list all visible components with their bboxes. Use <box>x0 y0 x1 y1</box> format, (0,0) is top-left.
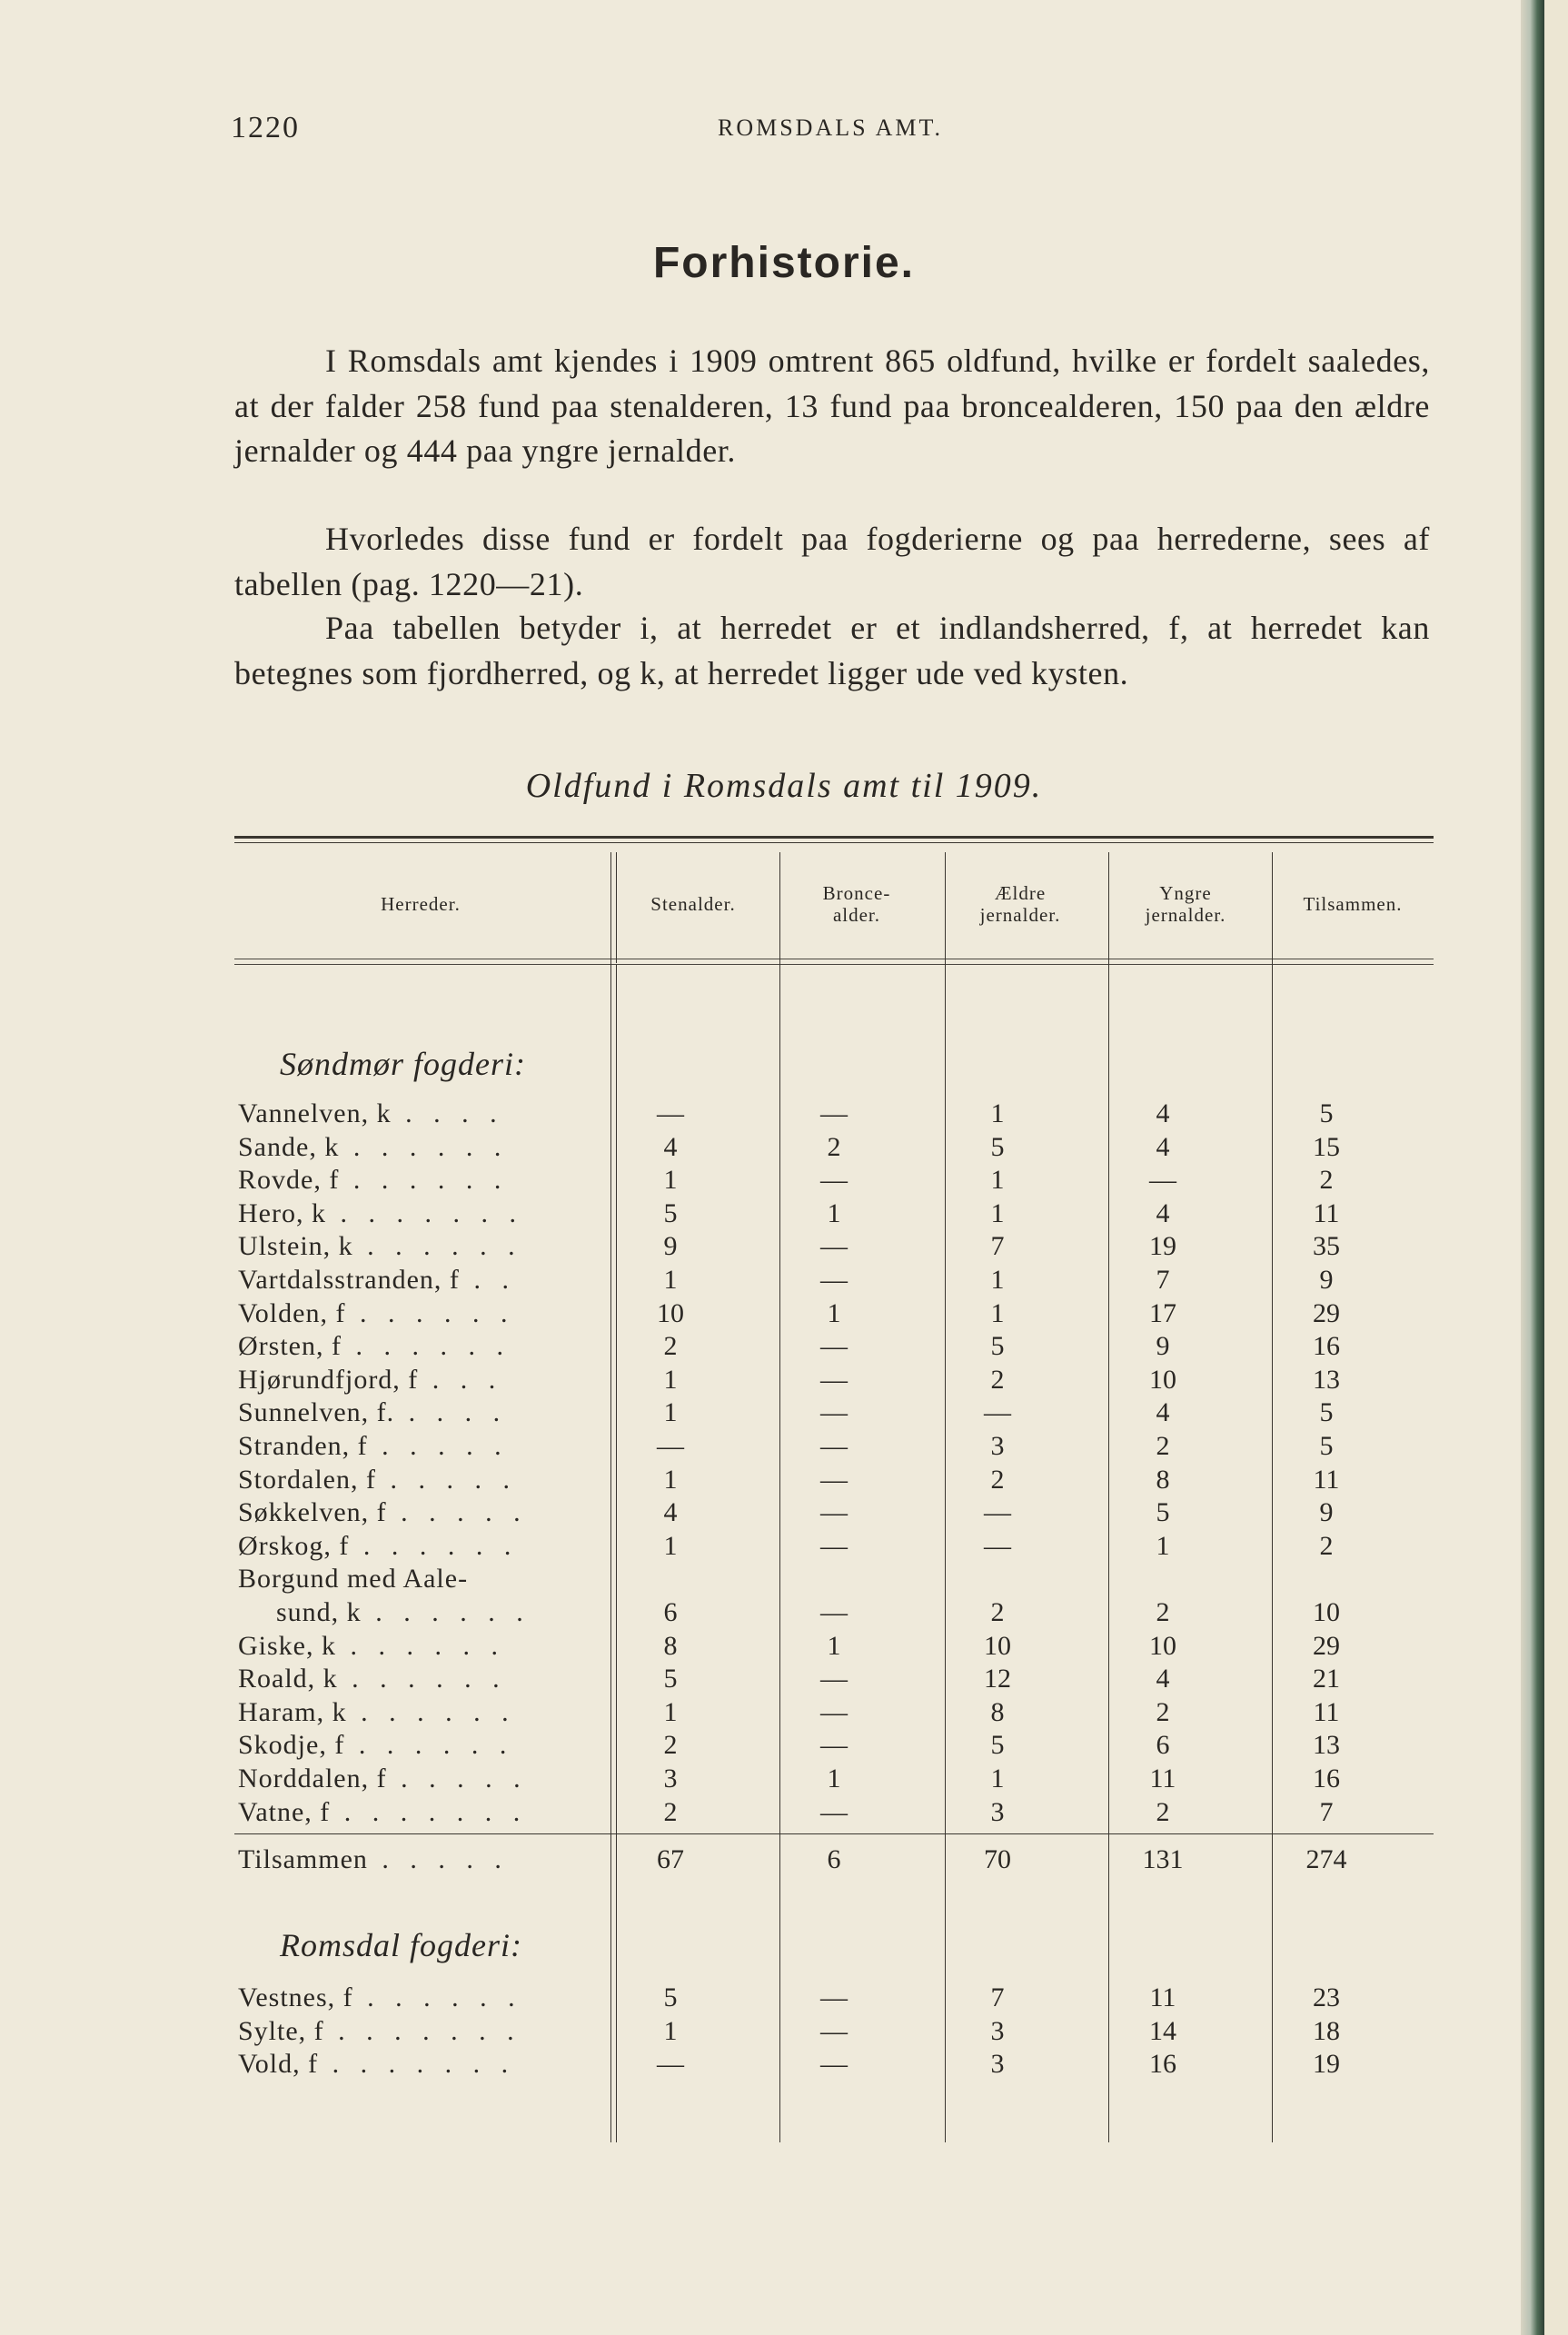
cell-value: 70 <box>984 1844 1011 1875</box>
table-row <box>234 1664 1434 1697</box>
cell-value: 3 <box>990 2049 1005 2080</box>
cell-value: 1 <box>1156 1530 1170 1561</box>
cell-value: — <box>820 1265 848 1295</box>
cell-value: 5 <box>1319 1431 1334 1461</box>
cell-value: — <box>820 1497 848 1528</box>
leader-dots: . . . . . . . <box>330 1796 528 1827</box>
cell-value: 3 <box>663 1764 678 1793</box>
cell-value: 5 <box>990 1730 1005 1761</box>
herred-label: Sunnelven, f. <box>238 1397 395 1428</box>
leader-dots: . . . . <box>391 1098 504 1128</box>
leader-dots: . . . . . <box>367 1844 509 1875</box>
leader-dots: . . . . . <box>367 1431 509 1461</box>
leader-dots: . . . . . . <box>349 1530 519 1561</box>
cell-value: 5 <box>1319 1098 1334 1128</box>
herred-label: Rovde, f <box>238 1165 340 1196</box>
cell-value: 13 <box>1313 1364 1340 1395</box>
table-row <box>234 1431 1434 1465</box>
leader-dots: . . . . . <box>386 1764 528 1793</box>
page-header <box>231 111 1430 147</box>
leader-dots: . . . . . . . <box>325 1197 523 1228</box>
cell-value: 1 <box>827 1297 841 1328</box>
herred-label: Ørskog, f <box>238 1530 350 1561</box>
paragraph-3: Paa tabellen betyder i, at herredet er et indlandsherred, f, at herredet kan betegnes som fjordherred, og k, at herredet ligger ude ved kysten. <box>234 610 1430 691</box>
cell-value: 9 <box>1156 1331 1170 1362</box>
leader-dots: . . . . . . . <box>318 2049 516 2080</box>
cell-value: 4 <box>1156 1197 1170 1228</box>
cell-value: — <box>984 1530 1011 1561</box>
leader-dots: . . . . . . <box>344 1730 514 1761</box>
cell-value: 14 <box>1149 2015 1176 2046</box>
herred-label: Stranden, f <box>238 1431 368 1461</box>
cell-value: — <box>820 1464 848 1495</box>
herred-label: Vannelven, k <box>238 1098 392 1128</box>
cell-value: 1 <box>827 1764 841 1793</box>
cell-value: 5 <box>663 1982 678 2013</box>
leader-dots: . . . . . . . <box>323 2015 521 2046</box>
herred-label: Hjørundfjord, f <box>238 1364 419 1395</box>
header-herreder: Herreder. <box>381 893 461 915</box>
cell-value: — <box>820 1397 848 1428</box>
cell-value: 23 <box>1313 1982 1340 2013</box>
cell-value: 2 <box>990 1464 1005 1495</box>
total-rule <box>234 1833 1434 1834</box>
table-row <box>234 1098 1434 1132</box>
cell-value: 1 <box>990 1165 1005 1196</box>
cell-value: — <box>657 2049 684 2080</box>
herred-name <box>238 1531 592 1562</box>
cell-value: 9 <box>1319 1497 1334 1528</box>
herred-name <box>238 1982 592 2013</box>
table-row <box>234 1165 1434 1198</box>
table-row <box>234 1298 1434 1332</box>
herred-label: Sande, k <box>238 1131 340 1162</box>
cell-value: 2 <box>1156 1431 1170 1461</box>
leader-dots: . . . . . <box>375 1464 517 1495</box>
cell-value: 10 <box>657 1297 684 1328</box>
leader-dots: . . . . . . <box>337 1664 507 1694</box>
herred-name <box>238 1298 592 1329</box>
cell-value: — <box>820 1597 848 1627</box>
cell-value: 6 <box>827 1844 841 1875</box>
cell-value: 4 <box>1156 1664 1170 1694</box>
cell-value: 10 <box>1313 1597 1340 1627</box>
cell-value: 5 <box>1319 1397 1334 1428</box>
table-row <box>234 1397 1434 1431</box>
herred-label: Ulstein, k <box>238 1231 353 1262</box>
cell-value: 5 <box>663 1197 678 1228</box>
herred-name <box>238 1564 592 1595</box>
cell-value: 8 <box>663 1630 678 1661</box>
fogderi-heading: Romsdal fogderi: <box>280 1927 522 1964</box>
cell-value: 3 <box>990 2015 1005 2046</box>
cell-value: 2 <box>1156 1597 1170 1627</box>
cell-value: — <box>820 1231 848 1262</box>
cell-value: — <box>820 2049 848 2080</box>
herred-label: Vartdalsstranden, f <box>238 1265 460 1295</box>
cell-value: 16 <box>1313 1764 1340 1793</box>
cell-value: 131 <box>1142 1844 1184 1875</box>
paragraph-1: I Romsdals amt kjendes i 1909 omtrent 865 oldfund, hvilke er fordelt saaledes, at der falder 258 fund paa stenalderen, 13 fund paa broncealderen, 150 paa den ældre jernalder og 444 paa yngre jernalder. <box>234 343 1430 469</box>
table-row <box>234 1697 1434 1731</box>
leader-dots: . . . . . . <box>339 1131 509 1162</box>
table-top-rule <box>234 836 1434 839</box>
herred-name <box>238 2049 592 2080</box>
table-row <box>234 1982 1434 2016</box>
herred-name <box>238 1431 592 1462</box>
cell-value: — <box>820 1530 848 1561</box>
leader-dots: . . . . . . <box>339 1165 509 1196</box>
cell-value: 1 <box>827 1630 841 1661</box>
table-caption: Oldfund i Romsdals amt til 1909. <box>525 767 1043 805</box>
cell-value: 4 <box>1156 1397 1170 1428</box>
cell-value: 4 <box>663 1131 678 1162</box>
cell-value: 1 <box>827 1197 841 1228</box>
cell-value: 2 <box>663 1796 678 1827</box>
table-row <box>234 2016 1434 2050</box>
herred-name <box>238 1365 592 1396</box>
fogderi-heading: Søndmør fogderi: <box>280 1046 526 1082</box>
running-head: ROMSDALS AMT. <box>717 114 943 141</box>
cell-value: 15 <box>1313 1131 1340 1162</box>
cell-value: 3 <box>990 1796 1005 1827</box>
cell-value: — <box>984 1497 1011 1528</box>
cell-value: — <box>820 1098 848 1128</box>
table-row <box>234 1764 1434 1797</box>
cell-value: — <box>984 1397 1011 1428</box>
herred-label: sund, k <box>276 1597 362 1627</box>
herred-label: Vatne, f <box>238 1796 331 1827</box>
table-row <box>234 1465 1434 1498</box>
table-row <box>234 1497 1434 1531</box>
herred-name <box>238 1730 592 1761</box>
cell-value: 10 <box>1149 1630 1176 1661</box>
cell-value: 10 <box>1149 1364 1176 1395</box>
header-yngre-jernalder: Yngre jernalder. <box>1145 882 1226 926</box>
herred-name <box>238 1631 592 1662</box>
cell-value: 2 <box>1319 1165 1334 1196</box>
herred-label: Borgund med Aale- <box>238 1564 469 1595</box>
total-row <box>234 1844 1434 1878</box>
cell-value: 1 <box>663 1530 678 1561</box>
table-row <box>234 1597 1434 1631</box>
cell-value: — <box>820 1664 848 1694</box>
cell-value: 7 <box>990 1982 1005 2013</box>
herred-label: Volden, f <box>238 1297 346 1328</box>
cell-value: 10 <box>984 1630 1011 1661</box>
herred-name <box>238 2016 592 2047</box>
herred-label: Roald, k <box>238 1664 338 1694</box>
table-row <box>234 2049 1434 2082</box>
herred-name <box>238 1397 592 1428</box>
herred-label: Tilsammen <box>238 1844 368 1875</box>
cell-value: 18 <box>1313 2015 1340 2046</box>
cell-value: 2 <box>1156 1696 1170 1727</box>
cell-value: 5 <box>663 1664 678 1694</box>
leader-dots: . . . . . . <box>345 1297 515 1328</box>
cell-value: 1 <box>663 1364 678 1395</box>
cell-value: 11 <box>1149 1982 1176 2013</box>
herred-name <box>238 1465 592 1495</box>
herred-name <box>238 1165 592 1196</box>
cell-value: 9 <box>1319 1265 1334 1295</box>
table-row <box>234 1730 1434 1764</box>
cell-value: — <box>657 1098 684 1128</box>
table-row <box>234 1265 1434 1298</box>
cell-value: 4 <box>663 1497 678 1528</box>
cell-value: 13 <box>1313 1730 1340 1761</box>
leader-dots: . . . . <box>394 1397 508 1428</box>
cell-value: 16 <box>1149 2049 1176 2080</box>
table-row <box>234 1564 1434 1597</box>
cell-value: 2 <box>1319 1530 1334 1561</box>
cell-value: — <box>820 1796 848 1827</box>
herred-name <box>238 1764 592 1794</box>
table-row <box>234 1198 1434 1232</box>
cell-value: 7 <box>1319 1796 1334 1827</box>
cell-value: — <box>820 1431 848 1461</box>
herred-name <box>238 1664 592 1694</box>
cell-value: 29 <box>1313 1630 1340 1661</box>
cell-value: 8 <box>990 1696 1005 1727</box>
herred-label: Haram, k <box>238 1696 347 1727</box>
cell-value: — <box>820 2015 848 2046</box>
cell-value: 1 <box>990 1098 1005 1128</box>
header-tilsammen: Tilsammen. <box>1303 893 1403 915</box>
cell-value: 19 <box>1149 1231 1176 1262</box>
table-row <box>234 1631 1434 1664</box>
cell-value: — <box>820 1364 848 1395</box>
table-row <box>234 1231 1434 1265</box>
herred-name <box>238 1231 592 1262</box>
cell-value: 7 <box>990 1231 1005 1262</box>
cell-value: — <box>1149 1165 1176 1196</box>
cell-value: 1 <box>663 1696 678 1727</box>
table-row <box>234 1331 1434 1365</box>
cell-value: 1 <box>663 2015 678 2046</box>
cell-value: 19 <box>1313 2049 1340 2080</box>
leader-dots: . . . . . . <box>341 1331 511 1362</box>
herred-label: Ørsten, f <box>238 1331 342 1362</box>
paragraph-2: Hvorledes disse fund er fordelt paa fogderierne og paa herrederne, sees af tabellen (pag. 1220—21). <box>234 521 1430 602</box>
cell-value: 1 <box>663 1464 678 1495</box>
cell-value: 6 <box>663 1597 678 1627</box>
herred-label: Vestnes, f <box>238 1982 353 2013</box>
cell-value: 1 <box>663 1265 678 1295</box>
cell-value: 3 <box>990 1431 1005 1461</box>
cell-value: 21 <box>1313 1664 1340 1694</box>
cell-value: 2 <box>663 1730 678 1761</box>
leader-dots: . . . . . . <box>352 1982 522 2013</box>
cell-value: 2 <box>663 1331 678 1362</box>
table-top-rule-thin <box>234 842 1434 843</box>
cell-value: 11 <box>1149 1764 1176 1793</box>
cell-value: 12 <box>984 1664 1011 1694</box>
cell-value: 29 <box>1313 1297 1340 1328</box>
herred-label: Søkkelven, f <box>238 1497 387 1528</box>
herred-name <box>238 1597 592 1628</box>
cell-value: 2 <box>827 1131 841 1162</box>
cell-value: 274 <box>1305 1844 1347 1875</box>
cell-value: 1 <box>990 1764 1005 1793</box>
leader-dots: . . . . . . <box>361 1597 531 1627</box>
cell-value: 8 <box>1156 1464 1170 1495</box>
header-bottom-rule-2 <box>234 964 1434 965</box>
table-row <box>234 1365 1434 1398</box>
cell-value: 1 <box>990 1197 1005 1228</box>
herred-name <box>238 1331 592 1362</box>
leader-dots: . . . . . . <box>346 1696 516 1727</box>
herred-label: Hero, k <box>238 1197 326 1228</box>
page-number: 1220 <box>231 111 300 144</box>
header-aeldre-jernalder: Ældre jernalder. <box>979 882 1061 926</box>
cell-value: 35 <box>1313 1231 1340 1262</box>
column-rule <box>616 852 617 963</box>
page-edge <box>1521 0 1544 2335</box>
herred-label: Stordalen, f <box>238 1464 376 1495</box>
cell-value: 5 <box>990 1331 1005 1362</box>
table-row <box>234 1531 1434 1565</box>
cell-value: 1 <box>990 1297 1005 1328</box>
section-title: Forhistorie. <box>652 239 916 287</box>
herred-name <box>238 1098 592 1129</box>
leader-dots: . . . <box>418 1364 503 1395</box>
cell-value: 7 <box>1156 1265 1170 1295</box>
cell-value: 2 <box>990 1364 1005 1395</box>
cell-value: — <box>820 1165 848 1196</box>
herred-name <box>238 1797 592 1828</box>
header-broncealder: Bronce- alder. <box>822 882 891 926</box>
herred-name <box>238 1132 592 1163</box>
leader-dots: . . . . . . <box>336 1630 505 1661</box>
header-stenalder: Stenalder. <box>650 893 736 915</box>
leader-dots: . . <box>459 1265 516 1295</box>
cell-value: 2 <box>990 1597 1005 1627</box>
cell-value: 4 <box>1156 1098 1170 1128</box>
cell-value: — <box>820 1730 848 1761</box>
leader-dots: . . . . . <box>386 1497 528 1528</box>
herred-label: Norddalen, f <box>238 1764 387 1793</box>
herred-name <box>238 1198 592 1229</box>
table-row <box>234 1132 1434 1166</box>
table-row <box>234 1797 1434 1831</box>
cell-value: 1 <box>663 1397 678 1428</box>
cell-value: — <box>657 1431 684 1461</box>
herred-name <box>238 1265 592 1296</box>
cell-value: — <box>820 1331 848 1362</box>
cell-value: 4 <box>1156 1131 1170 1162</box>
cell-value: 11 <box>1313 1464 1340 1495</box>
herred-name <box>238 1497 592 1528</box>
cell-value: 1 <box>990 1265 1005 1295</box>
herred-name <box>238 1697 592 1728</box>
leader-dots: . . . . . . <box>352 1231 522 1262</box>
cell-value: 2 <box>1156 1796 1170 1827</box>
herred-name <box>238 1844 592 1875</box>
herred-label: Sylte, f <box>238 2015 324 2046</box>
cell-value: 5 <box>990 1131 1005 1162</box>
cell-value: — <box>820 1696 848 1727</box>
cell-value: 6 <box>1156 1730 1170 1761</box>
herred-label: Giske, k <box>238 1630 336 1661</box>
herred-label: Skodje, f <box>238 1730 345 1761</box>
herred-label: Vold, f <box>238 2049 319 2080</box>
cell-value: 5 <box>1156 1497 1170 1528</box>
cell-value: 17 <box>1149 1297 1176 1328</box>
cell-value: 67 <box>657 1844 684 1875</box>
cell-value: 16 <box>1313 1331 1340 1362</box>
cell-value: 11 <box>1313 1197 1340 1228</box>
cell-value: 1 <box>663 1165 678 1196</box>
cell-value: 11 <box>1313 1696 1340 1727</box>
cell-value: — <box>820 1982 848 2013</box>
cell-value: 9 <box>663 1231 678 1262</box>
